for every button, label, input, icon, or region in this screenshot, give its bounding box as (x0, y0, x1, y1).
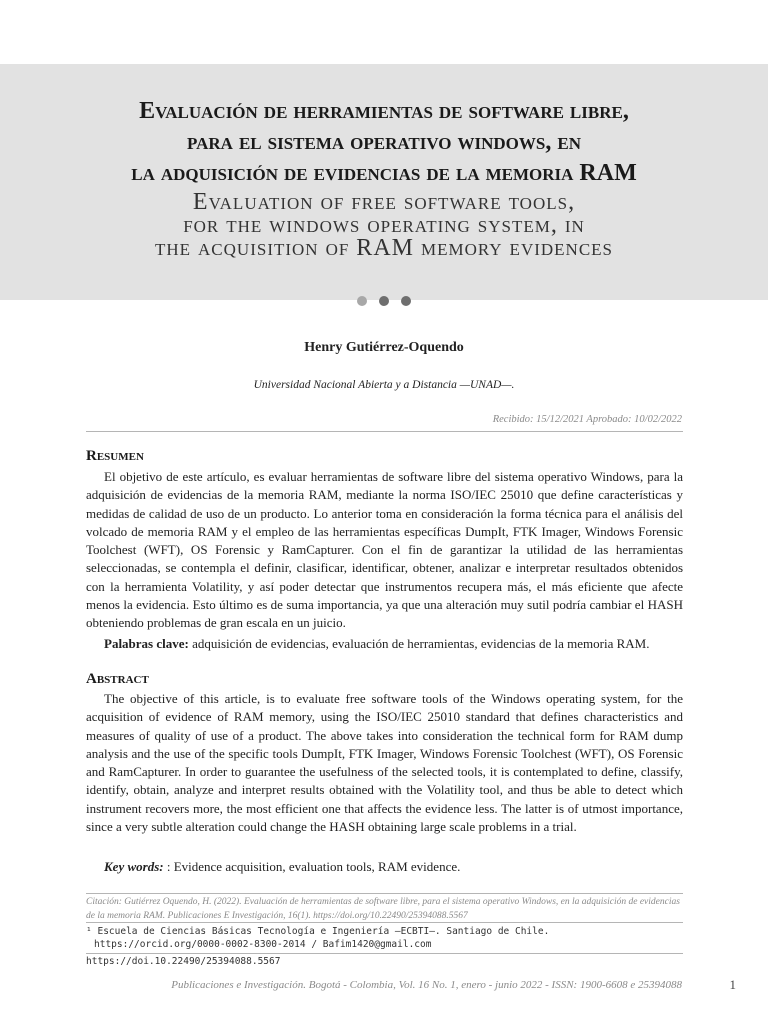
journal-footer: Publicaciones e Investigación. Bogotá - Colombia, Vol. 16 No. 1, enero - junio 2022 - ISSN: 1900-6608 e 25394088 (171, 979, 682, 991)
key-words-label: Key words: (104, 859, 164, 874)
doi-link[interactable]: https://doi.10.22490/25394088.5567 (86, 956, 281, 967)
author-affiliation: Universidad Nacional Abierta y a Distancia —UNAD—. (253, 379, 515, 391)
title-spanish (0, 96, 768, 189)
received-approved-dates: Recibido: 15/12/2021 Aprobado: 10/02/2022 (492, 414, 682, 425)
palabras-clave-label: Palabras clave: (104, 636, 189, 651)
palabras-clave (86, 636, 701, 652)
dot-icon (401, 296, 411, 306)
palabras-clave-value: adquisición de evidencias, evaluación de herramientas, evidencias de la memoria RAM. (192, 636, 650, 651)
key-words (86, 859, 701, 875)
page-number: 1 (729, 977, 736, 992)
divider (86, 431, 683, 432)
title-es-line-2: para el sistema operativo windows, en (187, 129, 581, 155)
resumen-text: El objetivo de este artículo, es evaluar herramientas de software libre del sistema operativo Windows, para la adquisición de evidencias de la memoria RAM, mediante la norma ISO/IEC 25010 que define características y medidas de calidad de uso de un producto. Lo anterior toma en consideración la forma técnica para el análisis del volcado de memoria RAM y el empleo de las herramientas específicas DumpIt, FTK Imager, Windows Forensic Toolchest (WFT), OS Forensic y RamCapturer. Con el fin de garantizar la utilidad de las herramientas seleccionadas, se contempla el definir, clasificar, identificar, obtener, analizar e interpretar resultados obtenidos con la herramienta Volatility, y así poder detectar que instrumentos recupera más, el más eficiente que afecte menos la evidencia. Esto último es de suma importancia, ya que una alteración muy sutil podría cambiar el HASH obteniendo problemas de gran escala en un juicio. (86, 469, 683, 631)
separator-dots (0, 293, 768, 311)
divider (86, 953, 683, 954)
resumen-heading: Resumen (86, 448, 144, 464)
divider (86, 922, 683, 923)
footnote (86, 925, 683, 951)
dot-icon (379, 296, 389, 306)
abstract-text: The objective of this article, is to evaluate free software tools of the Windows operating system, for the acquisition of evidence of RAM memory, using the ISO/IEC 25010 standard that defines characteristics and measures of quality of use of a product. The above takes into consideration the technical form for RAM dump analysis and the use of the specific tools DumpIt, FTK Imager, Windows Forensic Toolchest (WFT), OS Forensic and RamCapturer. In order to guarantee the usefulness of the selected tools, it is contemplated to define, classify, identify, obtain, analyze and interpret results obtained with the Volatility tool, and thus be able to detect which instrument recovers more, the most efficient one that affects the evidence less. The latter is of utmost importance, since a very subtle alteration could change the HASH obtaining large scale problems in a trial. (86, 691, 683, 835)
abstract-heading: Abstract (86, 671, 149, 687)
title-en-line-1: Evaluation of free software tools, (192, 189, 576, 215)
title-en-line-2: for the windows operating system, in (183, 212, 585, 238)
title-es-line-3: la adquisición de evidencias de la memoria RAM (131, 160, 637, 186)
key-words-value: : Evidence acquisition, evaluation tools, RAM evidence. (166, 859, 461, 874)
author-name: Henry Gutiérrez-Oquendo (304, 340, 464, 355)
footnote-line-2: https://orcid.org/0000-0002-8300-2014 / Bafim1420@gmail.com (94, 939, 432, 950)
footnote-marker: ¹ (86, 926, 92, 937)
footnote-line-1: Escuela de Ciencias Básicas Tecnología e Ingeniería —ECBTI—. Santiago de Chile. (97, 926, 550, 937)
title-english (0, 191, 768, 260)
citation: Citación: Gutiérrez Oquendo, H. (2022). Evaluación de herramientas de software libre, para el sistema operativo Windows, en la adquisición de evidencias de la memoria RAM. Publicaciones E Investigación, 16(1). https://doi.org/10.22490/25394088.5567 (86, 893, 683, 923)
title-es-line-1: Evaluación de herramientas de software libre, (139, 98, 629, 124)
title-en-line-3: the acquisition of RAM memory evidences (154, 235, 613, 261)
dot-icon (357, 296, 367, 306)
